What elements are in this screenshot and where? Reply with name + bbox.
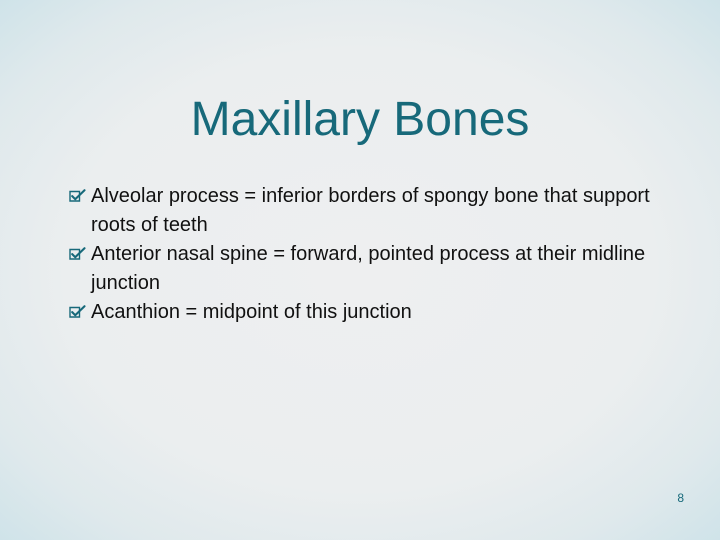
bullet-text: Alveolar process = inferior borders of spongy bone that support roots of teeth — [91, 185, 650, 236]
checkbox-icon — [69, 189, 86, 203]
bullet-text: Acanthion = midpoint of this junction — [91, 301, 412, 323]
checkbox-icon — [69, 247, 86, 261]
bullet-text: Anterior nasal spine = forward, pointed process at their midline junction — [91, 243, 646, 294]
page-number: 8 — [677, 491, 684, 505]
bullet-item-anterior-nasal-spine — [68, 240, 658, 298]
bullet-item-alveolar-process — [68, 182, 658, 240]
slide-title: Maxillary Bones — [190, 93, 530, 147]
bullet-item-acanthion — [68, 298, 658, 327]
bullet-list — [68, 182, 658, 327]
checkbox-icon — [69, 305, 86, 319]
